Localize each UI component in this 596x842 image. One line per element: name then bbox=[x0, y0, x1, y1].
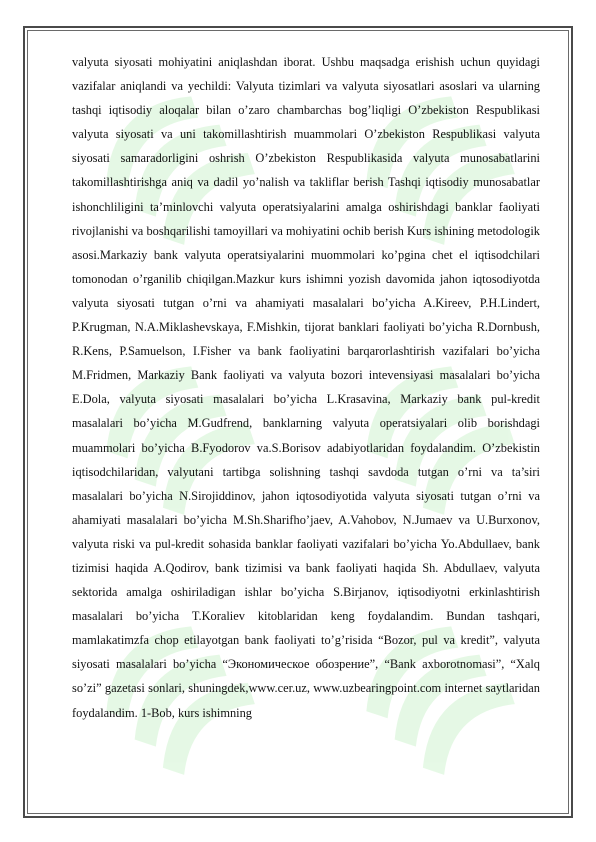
document-text bbox=[72, 50, 540, 780]
body-paragraph: valyuta siyosati mohiyatini aniqlashdan iborat. Ushbu maqsadga erishish uchun quyidagi vazifalar aniqlandi va yechildi: Valyuta tizimlari va valyuta siyosatlari asoslari va ularning tashqi iqtisodiy aloqalar bilan o’zaro chambarchas bog’liqligi O’zbekiston Respublikasi valyuta siyosati va uni takomillashtirish muammolari O’zbekiston Respublikasi valyuta siyosati samaradorligini oshrish O’zbekiston Respublikasida valyuta munosabatlarini takomillashtirishga aniq va dadil yo’nalish va takliflar berish Tashqi iqtisodiy munosabatlar ishonchliligini ta’minlovchi valyuta operatsiyalarini amalga oshirishdagi banklar faoliyati rivojlanishi va boshqarilishi tamoyillari va mohiyatini ochib berish Kurs ishining metodologik asosi.Markaziy bank valyuta operatsiyalarini muommolari ko’pgina chet el iqtisodchilari tomonodan o’rganilib chiqilgan.Mazkur kurs ishimni yozish davomida jahon iqtosodiyotda valyuta siyosati tutgan o’rni va ahamiyati masalalari bo’yicha A.Kireev, P.H.Lindert, P.Krugman, N.A.Miklashevskaya, F.Mishkin, tijorat banklari faoliyati bo’yicha R.Dornbush, R.Kens, P.Samuelson, I.Fisher va bank faoliyatini barqarorlashtirish vazifalari bo’yicha M.Fridmen, Markaziy Bank faoliyati va valyuta bozori intevensiyasi masalalari bo’yicha E.Dola, valyuta siyosati masalalari bo’yicha L.Krasavina, Markaziy bank pul-kredit masalalari bo’yicha M.Gudfrend, banklarning valyuta operatsiyalari olib borishdagi muammolari bo’yicha B.Fyodorov va.S.Borisov adabiyotlaridan foydalandim. O’zbekistin iqtisodchilaridan, valyutani tartibga solishning tashqi savdoda tutgan o’rni va ta’siri masalalari bo’yicha N.Sirojiddinov, jahon iqtosodiyotida valyuta siyosati tutgan o’rni va ahamiyati masalalari bo’yicha M.Sh.Sharifho’jaev, A.Vahobov, N.Jumaev va U.Burxonov, valyuta riski va pul-kredit sohasida banklar faoliyati vazifalari bo’yicha Yo.Abdullaev, bank tizimisi haqida A.Qodirov, bank tizimisi va bank faoliyati haqida Sh. Abdullaev, valyuta sektorida amalga oshiriladigan ishlar bo’yicha S.Birjanov, iqtisodiyotni erkinlashtirish masalalari bo’yicha T.Koraliev kitoblaridan keng foydalandim. Bundan tashqari, mamlakatimzfa chop etilayotgan bank faoliyati to’g’risida “Bozor, pul va kredit”, valyuta siyosati masalalari bo’yicha “Экономическое обозрение”, “Bank axborotnomasi”, “Xalq so’zi” gazetasi sonlari, shuningdek,www.cer.uz, www.uzbearingpoint.com internet saytlaridan foydalandim. 1-Bob, kurs ishimning bbox=[72, 55, 540, 720]
